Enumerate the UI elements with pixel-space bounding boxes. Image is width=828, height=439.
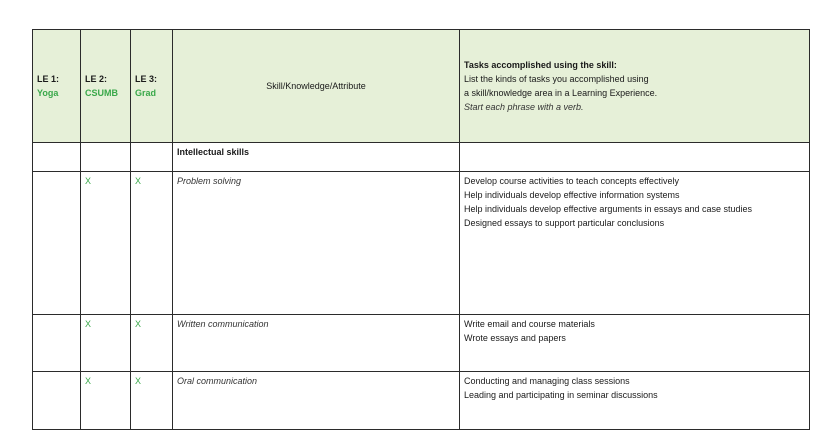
le1-mark (33, 372, 81, 430)
tasks-instruction-3: Start each phrase with a verb. (464, 102, 584, 112)
header-row (33, 30, 810, 143)
task-item: Help individuals develop effective arguments in essays and case studies (464, 204, 752, 214)
le2-mark: X (81, 172, 131, 315)
le1-mark (33, 315, 81, 372)
tasks-column-header (460, 30, 810, 143)
tasks-title: Tasks accomplished using the skill: (464, 60, 617, 70)
skill-name: Problem solving (173, 172, 460, 315)
section-row (33, 143, 810, 172)
task-item: Wrote essays and papers (464, 333, 566, 343)
task-item: Write email and course materials (464, 319, 595, 329)
table-row (33, 372, 810, 430)
le1-label: LE 1: (37, 74, 60, 84)
skill-column-header: Skill/Knowledge/Attribute (173, 30, 460, 143)
le3-name: Grad (135, 88, 157, 98)
task-list (460, 372, 810, 430)
le3-mark: X (131, 372, 173, 430)
section-tasks-cell (460, 143, 810, 172)
le1-header (33, 30, 81, 143)
skill-name: Written communication (173, 315, 460, 372)
tasks-instruction-1: List the kinds of tasks you accomplished using (464, 74, 649, 84)
section-le2-cell (81, 143, 131, 172)
task-item: Develop course activities to teach concepts effectively (464, 176, 679, 186)
le2-mark: X (81, 372, 131, 430)
tasks-instruction-2: a skill/knowledge area in a Learning Experience. (464, 88, 658, 98)
task-item: Conducting and managing class sessions (464, 376, 630, 386)
le2-label: LE 2: (85, 74, 108, 84)
le2-mark: X (81, 315, 131, 372)
task-list (460, 172, 810, 315)
skills-document (32, 29, 810, 430)
task-list (460, 315, 810, 372)
le2-header (81, 30, 131, 143)
le3-mark: X (131, 315, 173, 372)
le1-mark (33, 172, 81, 315)
table-row (33, 172, 810, 315)
task-item: Help individuals develop effective information systems (464, 190, 680, 200)
table-row (33, 315, 810, 372)
le3-mark: X (131, 172, 173, 315)
le3-label: LE 3: (135, 74, 158, 84)
skills-table (32, 29, 810, 430)
le1-name: Yoga (37, 88, 59, 98)
le2-name: CSUMB (85, 88, 118, 98)
skill-name: Oral communication (173, 372, 460, 430)
task-item: Leading and participating in seminar discussions (464, 390, 658, 400)
section-le1-cell (33, 143, 81, 172)
task-item: Designed essays to support particular conclusions (464, 218, 665, 228)
section-label: Intellectual skills (173, 143, 460, 172)
le3-header (131, 30, 173, 143)
section-le3-cell (131, 143, 173, 172)
